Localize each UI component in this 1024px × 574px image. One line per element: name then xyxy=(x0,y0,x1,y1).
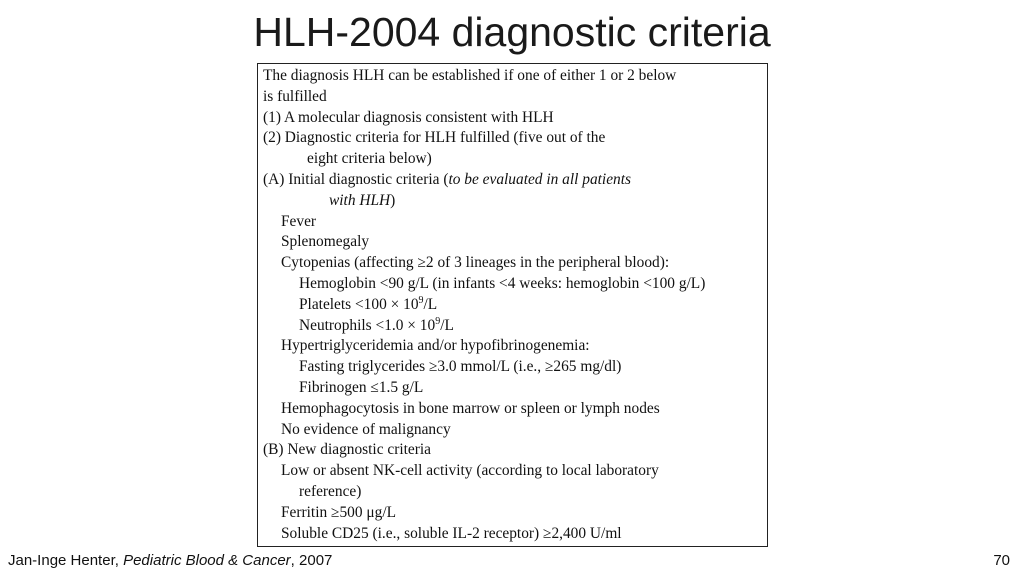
section-a-italic-2: with HLH xyxy=(329,191,391,209)
criterion-diagnostic-line-1: (2) Diagnostic criteria for HLH fulfilled (five out of the xyxy=(263,129,606,147)
criterion-platelets xyxy=(263,295,767,316)
citation-journal: Pediatric Blood & Cancer xyxy=(123,552,291,569)
criterion-splenomegaly: Splenomegaly xyxy=(281,233,370,251)
neutrophils-text: Neutrophils <1.0 × 10 xyxy=(299,316,436,334)
criterion-fasting-triglycerides: Fasting triglycerides ≥3.0 mmol/L (i.e., ≥265 mg/dl) xyxy=(299,358,622,376)
citation xyxy=(8,552,332,569)
criterion-fever: Fever xyxy=(281,212,317,230)
section-a-label: (A) Initial diagnostic criteria ( xyxy=(263,170,449,188)
section-a-close: ) xyxy=(390,191,396,209)
criterion-ferritin: Ferritin ≥500 μg/L xyxy=(281,503,397,521)
section-b-heading: (B) New diagnostic criteria xyxy=(263,441,431,459)
criterion-hypertriglyceridemia: Hypertriglyceridemia and/or hypofibrinogenemia: xyxy=(281,337,590,355)
section-a-heading-line-1 xyxy=(263,170,767,191)
platelets-exponent: 9 xyxy=(418,294,424,306)
slide-title: HLH-2004 diagnostic criteria xyxy=(253,9,771,55)
citation-author: Jan-Inge Henter, xyxy=(8,552,124,569)
intro-line-2: is fulfilled xyxy=(263,87,327,105)
criterion-no-malignancy: No evidence of malignancy xyxy=(281,420,451,438)
criterion-hemoglobin: Hemoglobin <90 g/L (in infants <4 weeks: hemoglobin <100 g/L) xyxy=(299,274,706,292)
criterion-nk-cell-line-2: reference) xyxy=(299,482,362,500)
citation-year: , 2007 xyxy=(290,552,333,569)
criteria-box xyxy=(257,63,768,547)
criterion-soluble-cd25: Soluble CD25 (i.e., soluble IL-2 receptor) ≥2,400 U/ml xyxy=(281,524,622,542)
intro-line-1: The diagnosis HLH can be established if one of either 1 or 2 below xyxy=(263,67,677,84)
page-number: 70 xyxy=(993,552,1010,569)
criterion-fibrinogen: Fibrinogen ≤1.5 g/L xyxy=(299,378,424,396)
section-a-italic-1: to be evaluated in all patients xyxy=(448,170,632,188)
section-a-heading-line-2 xyxy=(263,191,767,212)
criterion-hemophagocytosis: Hemophagocytosis in bone marrow or spleen or lymph nodes xyxy=(281,399,660,417)
criterion-molecular: (1) A molecular diagnosis consistent with HLH xyxy=(263,108,554,126)
criterion-cytopenias: Cytopenias (affecting ≥2 of 3 lineages in the peripheral blood): xyxy=(281,254,670,272)
platelets-text: Platelets <100 × 10 xyxy=(299,295,419,313)
neutrophils-unit: /L xyxy=(440,316,454,334)
criterion-nk-cell-line-1: Low or absent NK-cell activity (according to local laboratory xyxy=(281,462,659,480)
platelets-unit: /L xyxy=(423,295,438,313)
criterion-diagnostic-line-2: eight criteria below) xyxy=(307,150,432,168)
criterion-neutrophils xyxy=(263,316,767,337)
neutrophils-exponent: 9 xyxy=(435,315,441,327)
